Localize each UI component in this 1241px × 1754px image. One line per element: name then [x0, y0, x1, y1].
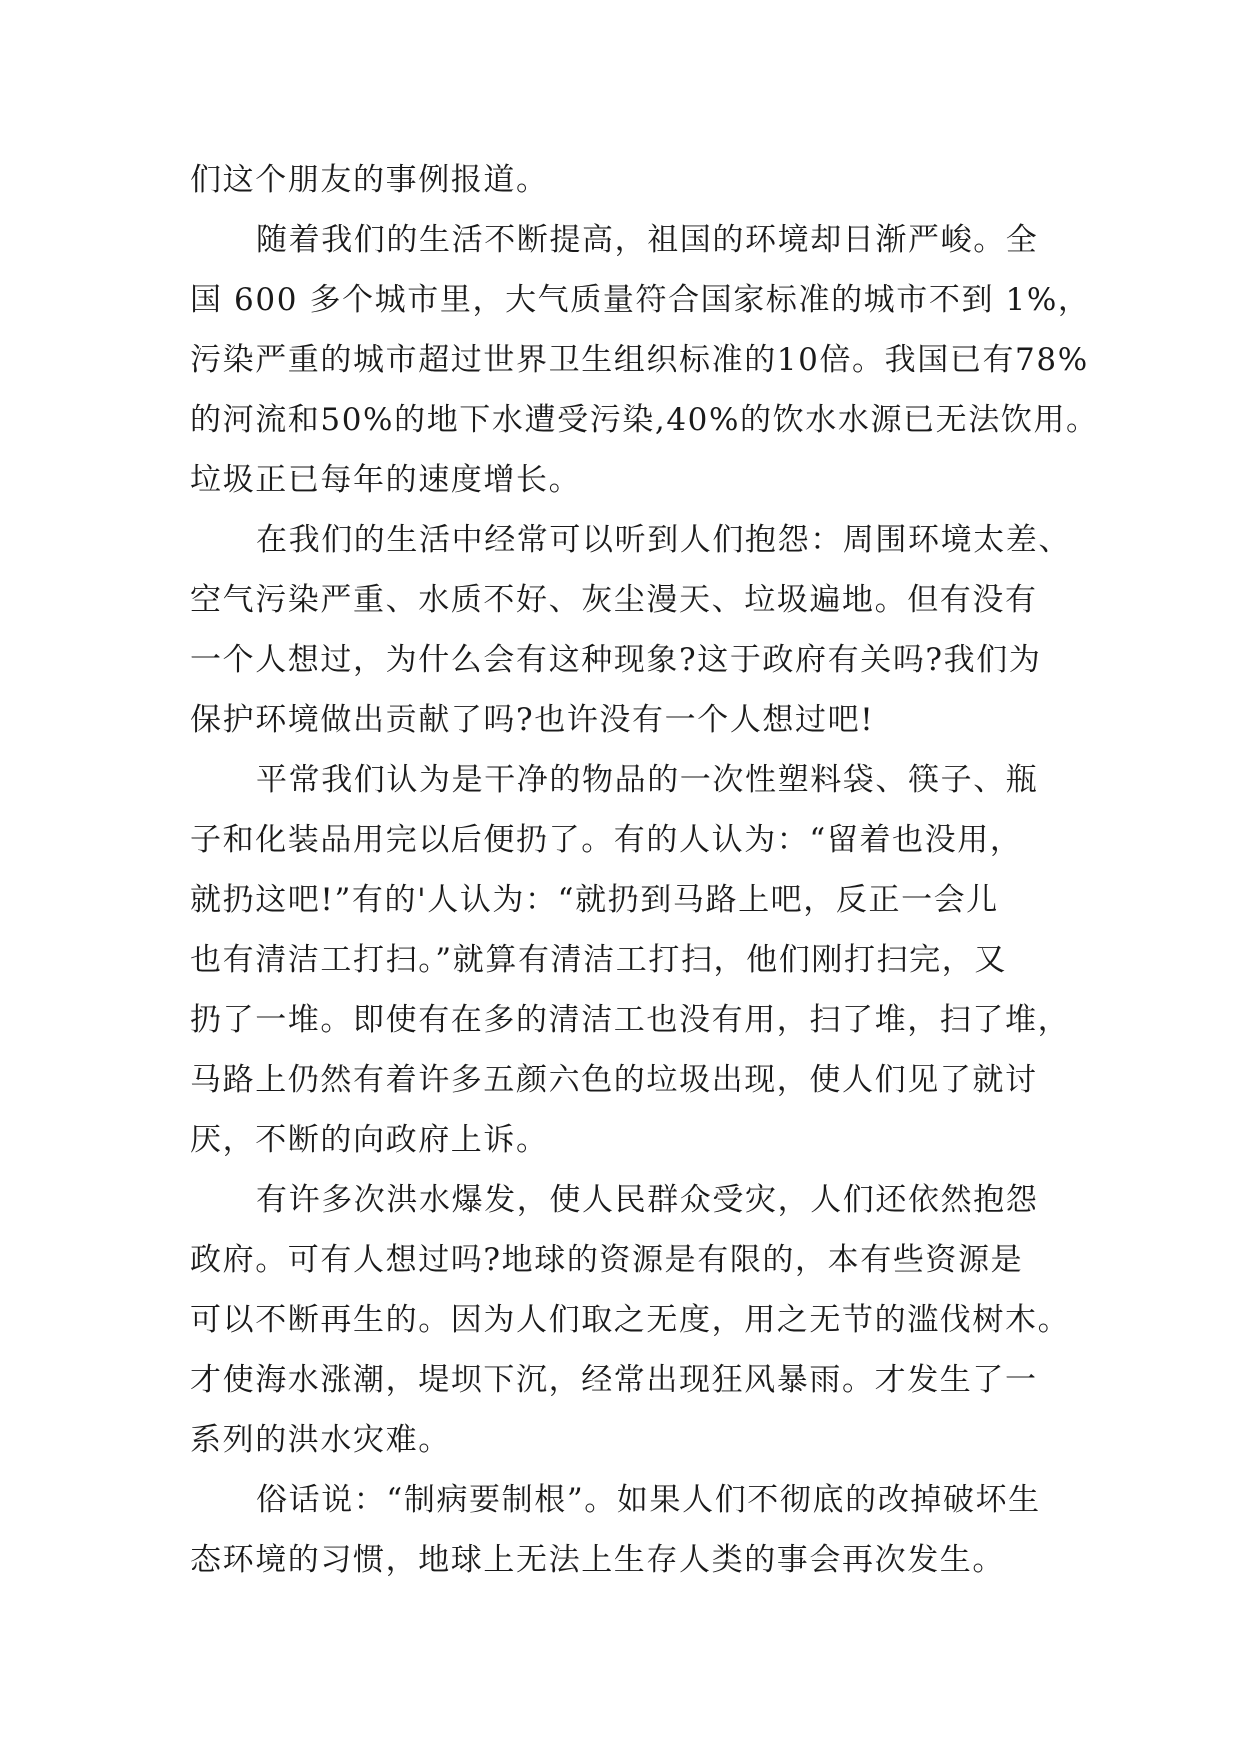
- text-line: 扔了一堆。即使有在多的清洁工也没有用，扫了堆，扫了堆，: [190, 1002, 1071, 1038]
- text-line: 就扔这吧!”有的'人认为：“就扔到马路上吧，反正一会儿: [190, 882, 999, 918]
- text-line: 污染严重的城市超过世界卫生组织标准的10倍。我国已有78%: [190, 342, 1089, 378]
- text-line: 可以不断再生的。因为人们取之无度，用之无节的滥伐树木。: [190, 1302, 1071, 1338]
- text-line: 也有清洁工打扫。”就算有清洁工打扫，他们刚打扫完，又: [190, 942, 1007, 978]
- document-body: [190, 150, 1099, 1590]
- text-line: 才使海水涨潮，堤坝下沉，经常出现狂风暴雨。才发生了一: [190, 1362, 1038, 1398]
- text-line: 马路上仍然有着许多五颜六色的垃圾出现，使人们见了就讨: [190, 1062, 1038, 1098]
- text-line: 空气污染严重、水质不好、灰尘漫天、垃圾遍地。但有没有: [190, 582, 1038, 618]
- paragraph-first-line: 有许多次洪水爆发，使人民群众受灾，人们还依然抱怨: [256, 1182, 1039, 1218]
- text-line: 态环境的习惯，地球上无法上生存人类的事会再次发生。: [190, 1542, 1005, 1578]
- paragraph-first-line: 在我们的生活中经常可以听到人们抱怨：周围环境太差、: [256, 522, 1071, 558]
- text-line: 政府。可有人想过吗?地球的资源是有限的，本有些资源是: [190, 1242, 1024, 1278]
- paragraph-first-line: 平常我们认为是干净的物品的一次性塑料袋、筷子、瓶: [256, 762, 1039, 798]
- text-line: 垃圾正已每年的速度增长。: [190, 462, 582, 498]
- text-line: 国 600 多个城市里，大气质量符合国家标准的城市不到 1%，: [190, 282, 1091, 318]
- text-line: 厌，不断的向政府上诉。: [190, 1122, 549, 1158]
- text-line: 们这个朋友的事例报道。: [190, 162, 549, 198]
- text-line: 系列的洪水灾难。: [190, 1422, 451, 1458]
- paragraph-first-line: 随着我们的生活不断提高，祖国的环境却日渐严峻。全: [256, 222, 1039, 258]
- text-line: 保护环境做出贡献了吗?也许没有一个人想过吧!: [190, 702, 875, 738]
- text-line: 子和化装品用完以后便扔了。有的人认为：“留着也没用，: [190, 822, 1023, 858]
- text-line: 的河流和50%的地下水遭受污染,40%的饮水水源已无法饮用。: [190, 402, 1099, 438]
- text-line: 一个人想过，为什么会有这种现象?这于政府有关吗?我们为: [190, 642, 1042, 678]
- paragraph-first-line: 俗话说：“制病要制根”。如果人们不彻底的改掉破坏生: [256, 1482, 1041, 1518]
